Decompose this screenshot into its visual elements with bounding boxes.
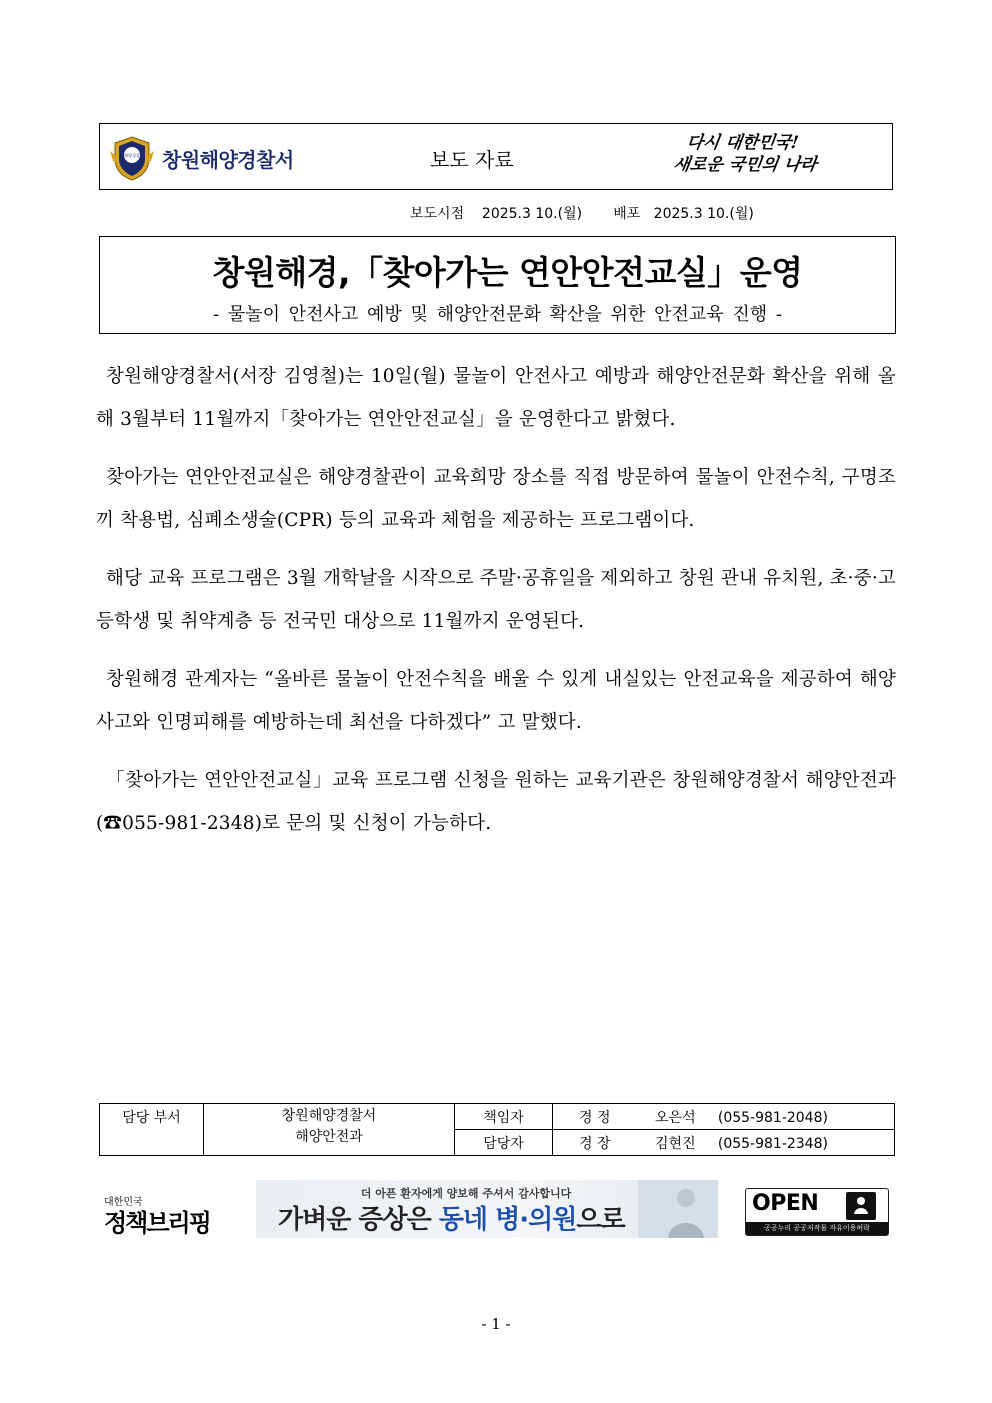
distribution-label: 배포 (613, 206, 641, 222)
footer (0, 1178, 992, 1240)
release-time-value: 2025.3 10.(월) (481, 206, 583, 222)
slogan-line-2: 새로운 국민의 나라 (672, 155, 819, 175)
emblem-text: 해양경찰 (124, 153, 140, 158)
paragraph-4: 창원해경 관계자는 “올바른 물놀이 안전수칙을 배울 수 있게 내실있는 안전교육을 제공하여 해양사고와 인명피해를 예방하는데 최선을 다하겠다” 고 말했다. (96, 669, 896, 733)
release-time-label: 보도시점 (410, 206, 465, 222)
agency-name: 창원해양경찰서 (162, 148, 294, 172)
distribution-value: 2025.3 10.(월) (653, 206, 754, 222)
policy-briefing-logo (104, 1193, 214, 1238)
title-box (99, 236, 896, 334)
rank: 경 정 (579, 1109, 611, 1126)
policy-briefing-title: 정책브리핑 (104, 1209, 210, 1237)
banner-headline (278, 1199, 625, 1236)
page-number: - 1 - (481, 1315, 511, 1333)
license-badge-icon (846, 1192, 876, 1220)
coast-guard-emblem-icon (109, 135, 155, 181)
contact-table (99, 1103, 895, 1156)
department-line-1: 창원해양경찰서 (281, 1108, 377, 1124)
banner-headline-highlight: 동네 병·의원 (438, 1205, 577, 1235)
phone: (055-981-2348) (717, 1135, 828, 1152)
headline: 창원해경,「찾아가는 연안안전교실」운영 (212, 253, 803, 292)
person-cell (553, 1104, 895, 1130)
phone: (055-981-2048) (717, 1109, 828, 1126)
department-line-2: 해양안전과 (295, 1129, 363, 1145)
person-cell (553, 1130, 895, 1156)
paragraph-1: 창원해양경찰서(서장 김영철)는 10일(월) 물놀이 안전사고 예방과 해양안전문화 확산을 위해 올해 3월부터 11월까지「찾아가는 연안안전교실」을 운영한다고 밝혔다. (96, 366, 896, 430)
document-type: 보도 자료 (430, 148, 514, 172)
rank: 경 장 (579, 1135, 611, 1152)
open-word: OPEN (752, 1191, 819, 1216)
slogan-line-1: 다시 대한민국! (685, 133, 800, 153)
banner-headline-part-1: 가벼운 증상은 (278, 1205, 439, 1235)
person-illustration-icon (638, 1180, 718, 1238)
paragraph-5: 「찾아가는 연안안전교실」교육 프로그램 신청을 원하는 교육기관은 창원해양경찰서 해양안전과(☎055-981-2348)로 문의 및 신청이 가능하다. (96, 770, 896, 834)
department-name (204, 1104, 455, 1156)
banner-headline-part-3: 으로 (576, 1205, 625, 1235)
policy-briefing-small-text: 대한민국 (104, 1197, 143, 1208)
department-label: 담당 부서 (100, 1104, 204, 1156)
person-name: 김현진 (655, 1135, 696, 1152)
header-box (99, 123, 893, 190)
article-body (96, 355, 896, 860)
person-name: 오은석 (655, 1109, 696, 1126)
public-campaign-banner (256, 1180, 718, 1238)
role-cell: 책임자 (455, 1104, 553, 1130)
kogl-open-license-logo (745, 1188, 889, 1236)
role-cell: 담당자 (455, 1130, 553, 1156)
slogan (672, 132, 878, 176)
open-license-caption: 공공누리 공공저작물 자유이용허락 (746, 1222, 888, 1235)
banner-caption: 더 아픈 환자에게 양보해 주셔서 감사합니다 (360, 1187, 572, 1200)
subheadline: - 물놀이 안전사고 예방 및 해양안전문화 확산을 위한 안전교육 진행 - (213, 304, 782, 325)
release-info (410, 203, 754, 223)
paragraph-2: 찾아가는 연안안전교실은 해양경찰관이 교육희망 장소를 직접 방문하여 물놀이 안전수칙, 구명조끼 착용법, 심폐소생술(CPR) 등의 교육과 체험을 제공하는 프로그램이다. (96, 467, 896, 531)
paragraph-3: 해당 교육 프로그램은 3월 개학날을 시작으로 주말·공휴일을 제외하고 창원 관내 유치원, 초·중·고등학생 및 취약계층 등 전국민 대상으로 11월까지 운영된다. (96, 568, 896, 632)
table-row (100, 1104, 895, 1130)
